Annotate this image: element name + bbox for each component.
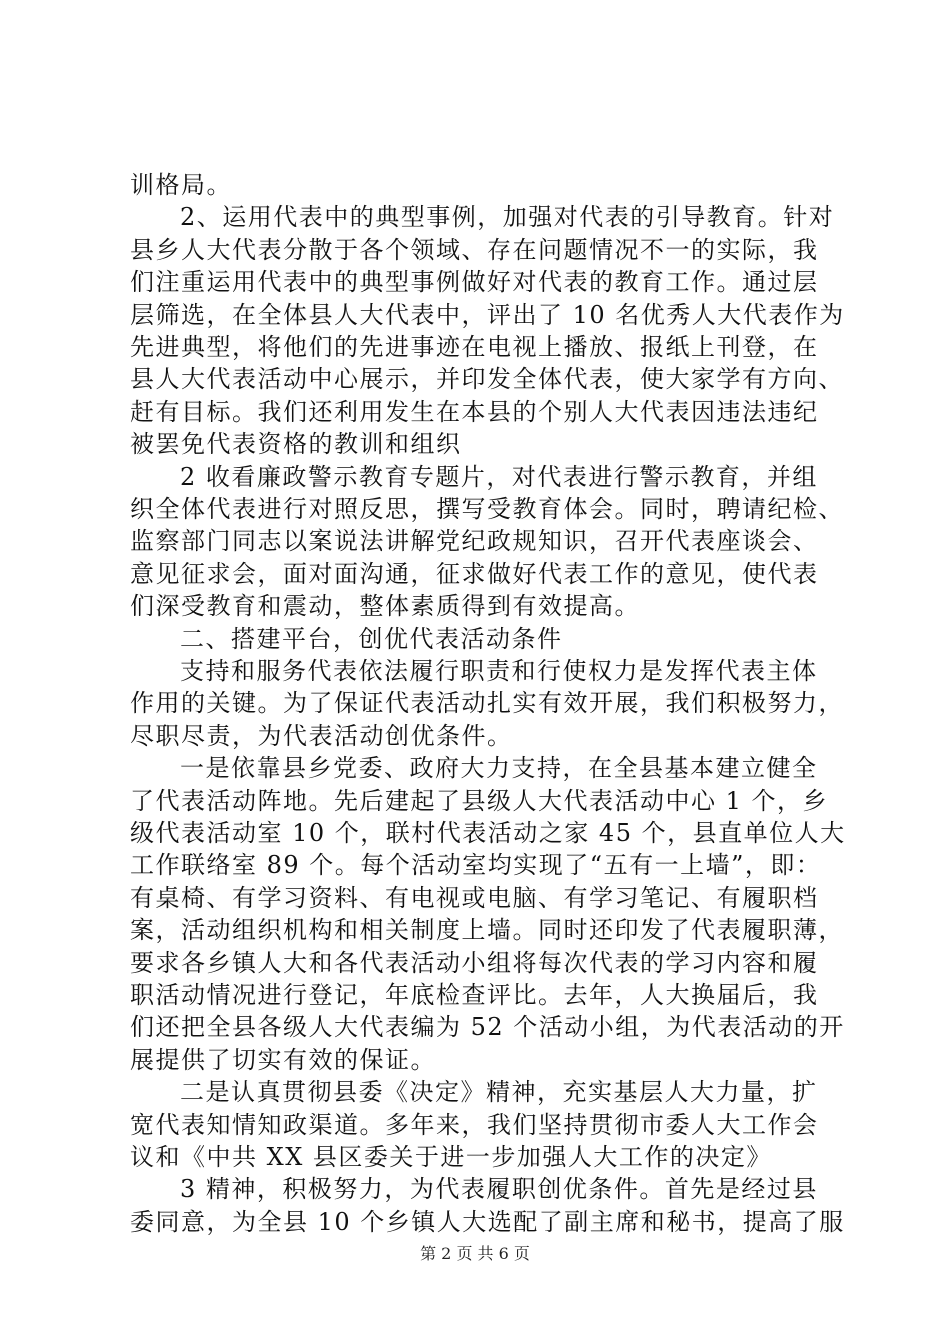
text-line: 二是认真贯彻县委《决定》精神，充实基层人大力量，扩	[180, 1078, 818, 1107]
text-line: 监察部门同志以案说法讲解党纪政规知识，召开代表座谈会、	[130, 527, 819, 556]
text-line: 工作联络室 89 个。每个活动室均实现了“五有一上墙”，即：	[130, 851, 822, 880]
text-line: 有桌椅、有学习资料、有电视或电脑、有学习笔记、有履职档	[130, 883, 819, 912]
text-line: 们深受教育和震动，整体素质得到有效提高。	[130, 592, 640, 621]
text-line: 展提供了切实有效的保证。	[130, 1045, 436, 1074]
text-line: 了代表活动阵地。先后建起了县级人大代表活动中心 1 个，乡	[130, 786, 829, 815]
text-line: 职活动情况进行登记，年底检查评比。去年，人大换届后，我	[130, 981, 819, 1009]
text-line: 级代表活动室 10 个，联村代表活动之家 45 个，县直单位人大	[130, 819, 846, 847]
text-line: 层筛选，在全体县人大代表中，评出了 10 名优秀人大代表作为	[130, 300, 845, 329]
text-line: 一是依靠县乡党委、政府大力支持，在全县基本建立健全	[180, 754, 818, 783]
text-line: 宽代表知情知政渠道。多年来，我们坚持贯彻市委人大工作会	[130, 1110, 819, 1139]
text-line: 赶有目标。我们还利用发生在本县的个别人大代表因违法违纪	[130, 397, 819, 426]
text-line: 二、搭建平台，创优代表活动条件	[180, 624, 563, 653]
text-line: 尽职尽责，为代表活动创优条件。	[130, 721, 513, 750]
text-line: 2、运用代表中的典型事例，加强对代表的引导教育。针对	[180, 203, 835, 232]
text-line: 议和《中共 XX 县区委关于进一步加强人大工作的决定》	[130, 1143, 772, 1171]
text-line: 织全体代表进行对照反思，撰写受教育体会。同时，聘请纪检、	[130, 495, 844, 523]
text-line: 县人大代表活动中心展示，并印发全体代表，使大家学有方向、	[130, 365, 844, 394]
text-line: 训格局。	[130, 171, 232, 199]
text-line: 委同意，为全县 10 个乡镇人大选配了副主席和秘书，提高了服	[130, 1207, 845, 1236]
page-footer: 第 2 页 共 6 页	[420, 1244, 530, 1263]
text-line: 案，活动组织机构和相关制度上墙。同时还印发了代表履职薄，	[130, 916, 844, 945]
text-line: 们注重运用代表中的典型事例做好对代表的教育工作。通过层	[130, 268, 819, 297]
text-line: 被罢免代表资格的教训和组织	[130, 430, 462, 459]
text-line: 3 精神，积极努力，为代表履职创优条件。首先是经过县	[180, 1175, 818, 1204]
text-line: 支持和服务代表依法履行职责和行使权力是发挥代表主体	[180, 657, 818, 685]
text-line: 县乡人大代表分散于各个领域、存在问题情况不一的实际，我	[130, 235, 819, 264]
text-line: 作用的关键。为了保证代表活动扎实有效开展，我们积极努力，	[130, 689, 844, 718]
text-line: 先进典型，将他们的先进事迹在电视上播放、报纸上刊登，在	[130, 333, 819, 361]
text-line: 要求各乡镇人大和各代表活动小组将每次代表的学习内容和履	[130, 948, 819, 977]
text-line: 2 收看廉政警示教育专题片，对代表进行警示教育，并组	[180, 462, 818, 491]
text-line: 们还把全县各级人大代表编为 52 个活动小组，为代表活动的开	[130, 1013, 845, 1042]
text-line: 意见征求会，面对面沟通，征求做好代表工作的意见，使代表	[130, 559, 819, 588]
